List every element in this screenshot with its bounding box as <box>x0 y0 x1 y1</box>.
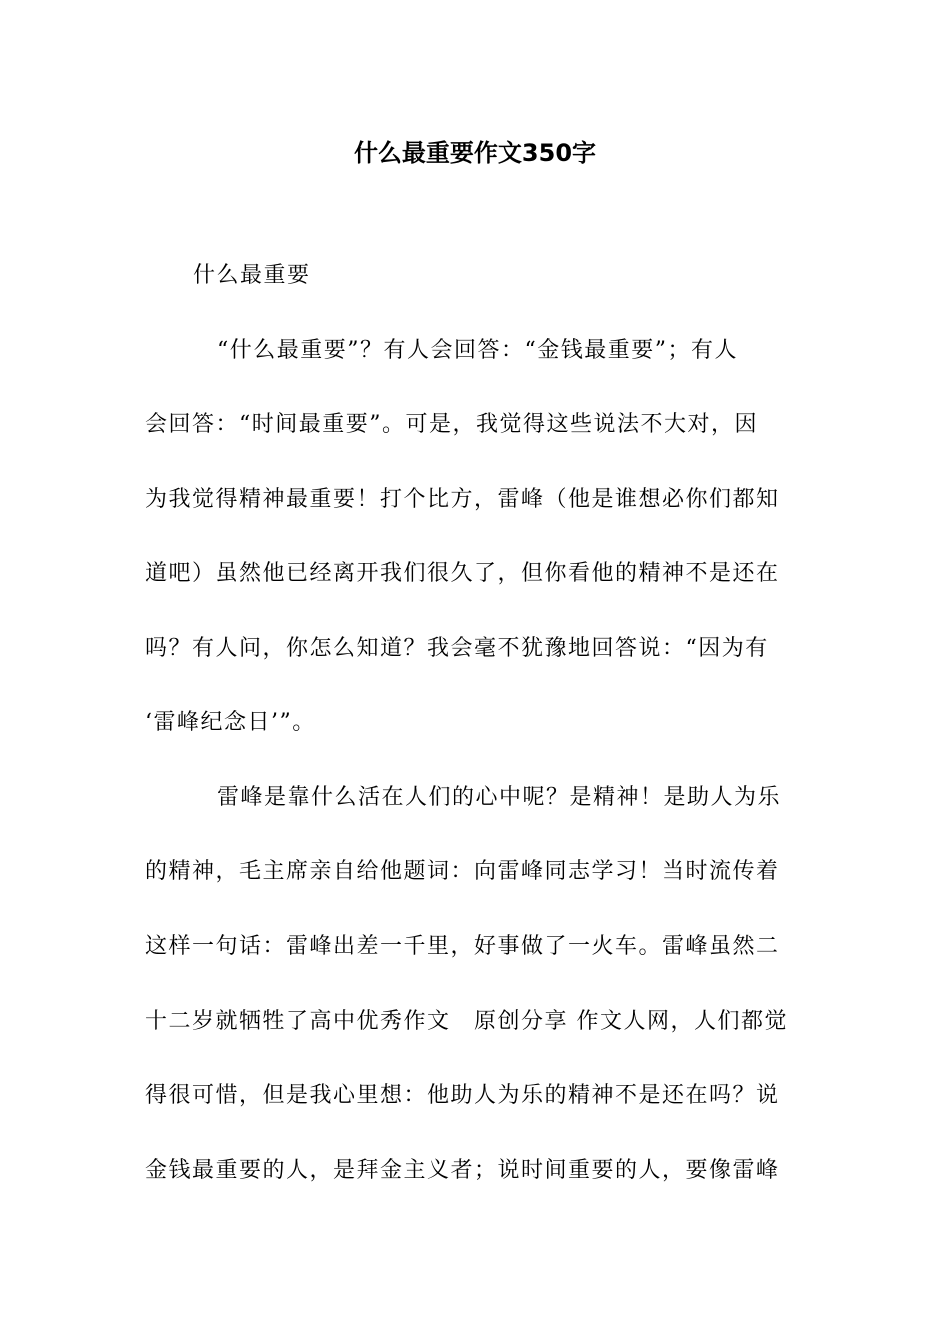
paragraph-line: 金钱最重要的人，是拜金主义者；说时间重要的人，要像雷峰 <box>145 1158 780 1183</box>
paragraph-line: 雷峰是靠什么活在人们的心中呢？是精神！是助人为乐 <box>217 785 782 810</box>
paragraph-line: “什么最重要”？有人会回答：“金钱最重要”；有人 <box>217 338 738 363</box>
paragraph-line: 为我觉得精神最重要！打个比方，雷峰（他是谁想必你们都知 <box>145 487 780 512</box>
essay-subtitle: 什么最重要 <box>193 263 311 288</box>
paragraph-line: 这样一句话：雷峰出差一千里，好事做了一火车。雷峰虽然二 <box>145 934 780 959</box>
paragraph-line: ‘雷峰纪念日’”。 <box>145 710 316 735</box>
paragraph-line: 的精神，毛主席亲自给他题词：向雷峰同志学习！当时流传着 <box>145 859 780 884</box>
paragraph-line: 得很可惜，但是我心里想：他助人为乐的精神不是还在吗？说 <box>145 1083 780 1108</box>
paragraph-line: 道吧）虽然他已经离开我们很久了，但你看他的精神不是还在 <box>145 561 780 586</box>
document-title: 什么最重要作文350字 <box>353 139 597 167</box>
paragraph-line: 吗？有人问，你怎么知道？我会毫不犹豫地回答说：“因为有 <box>145 636 769 661</box>
paragraph-line: 会回答：“时间最重要”。可是，我觉得这些说法不大对，因 <box>145 412 758 437</box>
paragraph-line: 十二岁就牺牲了高中优秀作文 原创分享 作文人网，人们都觉 <box>145 1009 788 1034</box>
